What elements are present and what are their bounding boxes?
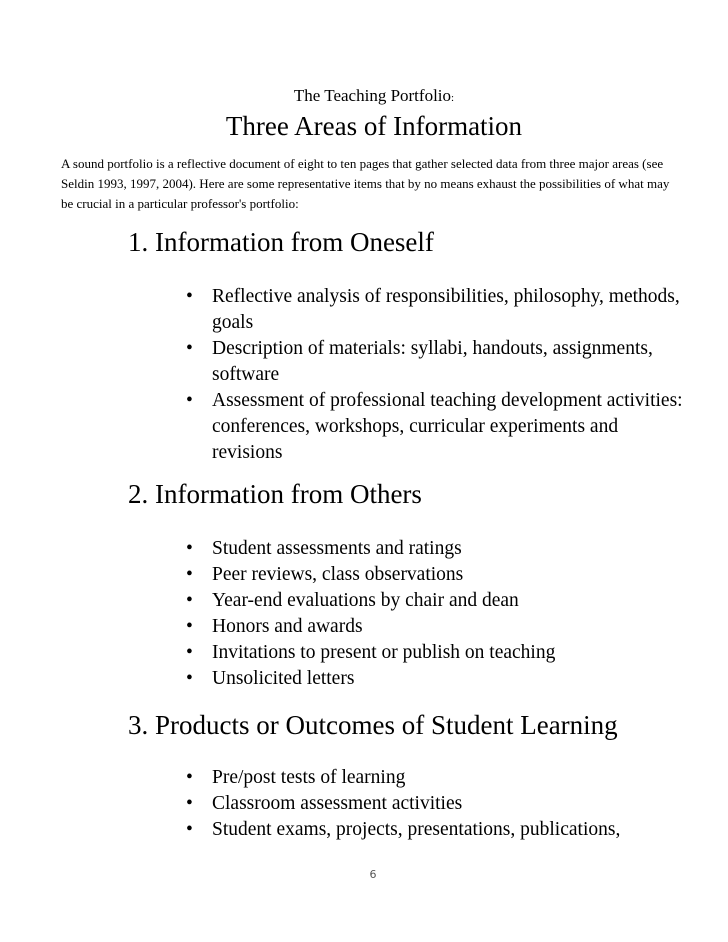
title-block: [0, 85, 728, 143]
list-item: [128, 562, 688, 588]
bullet-list: [128, 765, 688, 843]
section-information-from-oneself: [128, 226, 688, 466]
list-item: [128, 588, 688, 614]
section-heading: 1. Information from Oneself: [128, 227, 434, 257]
bullet-icon: •: [186, 338, 193, 359]
list-item: [128, 336, 688, 388]
list-item-text: Classroom assessment activities: [212, 793, 463, 814]
list-item: [128, 388, 688, 466]
list-item: [128, 666, 688, 692]
list-item: [128, 640, 688, 666]
bullet-icon: •: [186, 767, 193, 788]
list-item: [128, 765, 688, 791]
list-item-text: Invitations to present or publish on teaching: [212, 642, 556, 663]
subtitle-colon: :: [451, 92, 455, 104]
bullet-icon: •: [186, 819, 193, 840]
section-information-from-others: [128, 478, 688, 692]
subtitle-text: The Teaching Portfolio: [293, 86, 452, 105]
list-item-text: Assessment of professional teaching development activities: conferences, workshops, curricular experiments and revisions: [212, 390, 683, 463]
list-item-text: Reflective analysis of responsibilities, philosophy, methods, goals: [212, 286, 680, 333]
list-item-text: Honors and awards: [212, 616, 363, 637]
page-number: 6: [369, 868, 377, 881]
intro-paragraph: A sound portfolio is a reflective document of eight to ten pages that gather selected data from three major areas (see Seldin 1993, 1997, 2004). Here are some representative items that by no means exhaust the possibilities of what may be crucial in a particular professor's portfolio:: [61, 156, 670, 211]
bullet-icon: •: [186, 793, 193, 814]
section-student-learning-outcomes: [128, 709, 688, 843]
list-item-text: Year-end evaluations by chair and dean: [212, 590, 519, 611]
list-item-text: Unsolicited letters: [212, 668, 355, 689]
document-subtitle: [0, 85, 728, 109]
list-item-text: Student assessments and ratings: [212, 538, 462, 559]
section-heading: 2. Information from Others: [128, 479, 422, 509]
bullet-list: [128, 536, 688, 692]
bullet-list: [128, 284, 688, 466]
bullet-icon: •: [186, 538, 193, 559]
bullet-icon: •: [186, 286, 193, 307]
bullet-icon: •: [186, 616, 193, 637]
list-item-text: Pre/post tests of learning: [212, 767, 406, 788]
list-item-text: Student exams, projects, presentations, publications,: [212, 819, 621, 840]
list-item: [128, 536, 688, 562]
bullet-icon: •: [186, 590, 193, 611]
list-item-text: Peer reviews, class observations: [212, 564, 464, 585]
list-item: [128, 284, 688, 336]
section-heading: 3. Products or Outcomes of Student Learning: [128, 710, 618, 740]
bullet-icon: •: [186, 564, 193, 585]
list-item: [128, 791, 688, 817]
bullet-icon: •: [186, 668, 193, 689]
list-item: [128, 817, 688, 843]
list-item: [128, 614, 688, 640]
page-title: Three Areas of Information: [225, 111, 523, 141]
bullet-icon: •: [186, 390, 193, 411]
bullet-icon: •: [186, 642, 193, 663]
list-item-text: Description of materials: syllabi, handouts, assignments, software: [212, 338, 653, 385]
